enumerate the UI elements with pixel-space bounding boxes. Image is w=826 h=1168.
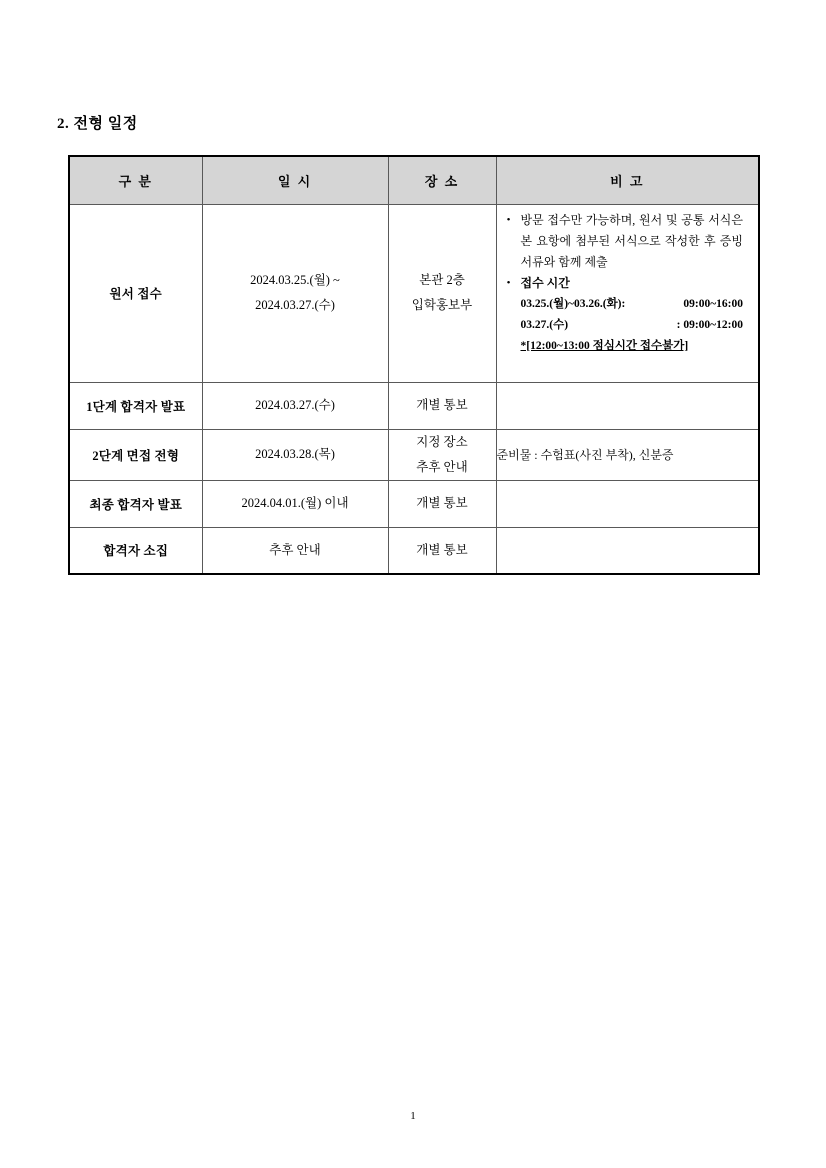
col-header-place: 장 소 [388, 156, 496, 204]
date-line: 2024.04.01.(월) 이내 [241, 496, 349, 510]
category-cell: 원서 접수 [69, 204, 202, 382]
category-cell: 2단계 면접 전형 [69, 429, 202, 480]
time-subtitle: 접수 시간 [520, 275, 570, 290]
category-cell: 1단계 합격자 발표 [69, 382, 202, 429]
date-line: 2024.03.25.(월) ~ [250, 273, 340, 287]
remarks-cell [496, 204, 759, 382]
time-lines [521, 294, 744, 357]
col-header-datetime: 일 시 [202, 156, 388, 204]
remarks-cell: 준비물 : 수험표(사진 부착), 신분증 [496, 429, 759, 480]
table-row-interview [69, 429, 759, 480]
remarks-cell [496, 527, 759, 574]
category-cell: 최종 합격자 발표 [69, 480, 202, 527]
time-line-2-hours: : 09:00~12:00 [676, 318, 743, 331]
place-line: 개별 통보 [416, 542, 468, 557]
col-header-remarks: 비 고 [496, 156, 759, 204]
place-cell [388, 527, 496, 574]
remarks-cell [496, 382, 759, 429]
date-line: 2024.03.27.(수) [255, 398, 335, 412]
place-line: 입학홍보부 [411, 298, 473, 312]
date-cell [202, 382, 388, 429]
visit-note-text: 방문 접수만 가능하며, 원서 및 공통 서식은 본 요항에 첨부된 서식으로 작성한 후 증빙서류와 함께 제출 [520, 212, 743, 269]
table-row-final-result [69, 480, 759, 527]
place-cell [388, 429, 496, 480]
date-line: 2024.03.28.(목) [255, 447, 335, 461]
schedule-table [68, 155, 760, 575]
date-line: 추후 안내 [269, 542, 321, 557]
bullet-icon: • [506, 213, 511, 226]
time-line-1-hours: 09:00~16:00 [683, 297, 743, 310]
date-cell [202, 204, 388, 382]
date-line: 2024.03.27.(수) [255, 298, 335, 312]
bullet-item-time [503, 273, 744, 294]
bullet-icon: • [506, 276, 511, 289]
table-row-application [69, 204, 759, 382]
date-cell [202, 527, 388, 574]
remarks-cell [496, 480, 759, 527]
section-title: 2. 전형 일정 [57, 116, 138, 132]
place-cell [388, 204, 496, 382]
category-cell: 합격자 소집 [69, 527, 202, 574]
place-cell [388, 480, 496, 527]
table-header-row [69, 156, 759, 204]
col-header-category: 구 분 [69, 156, 202, 204]
time-line-2 [521, 315, 744, 336]
place-line: 본관 2층 [419, 273, 465, 287]
place-line: 지정 장소 [416, 434, 468, 449]
table-row-first-stage-result [69, 382, 759, 429]
page-number: 1 [410, 1110, 416, 1122]
lunch-break-note: *[12:00~13:00 점심시간 접수불가] [520, 339, 689, 352]
time-line-1 [521, 294, 744, 315]
place-line: 개별 통보 [416, 398, 468, 412]
date-cell [202, 429, 388, 480]
place-cell [388, 382, 496, 429]
place-line: 개별 통보 [416, 496, 468, 510]
time-line-2-days: 03.27.(수) [520, 318, 569, 331]
table-row-assembly [69, 527, 759, 574]
place-line: 추후 안내 [416, 459, 468, 474]
time-line-1-days: 03.25.(월)~03.26.(화): [520, 297, 626, 310]
remarks-content [503, 210, 744, 380]
date-cell [202, 480, 388, 527]
bullet-item-visit [503, 210, 744, 273]
